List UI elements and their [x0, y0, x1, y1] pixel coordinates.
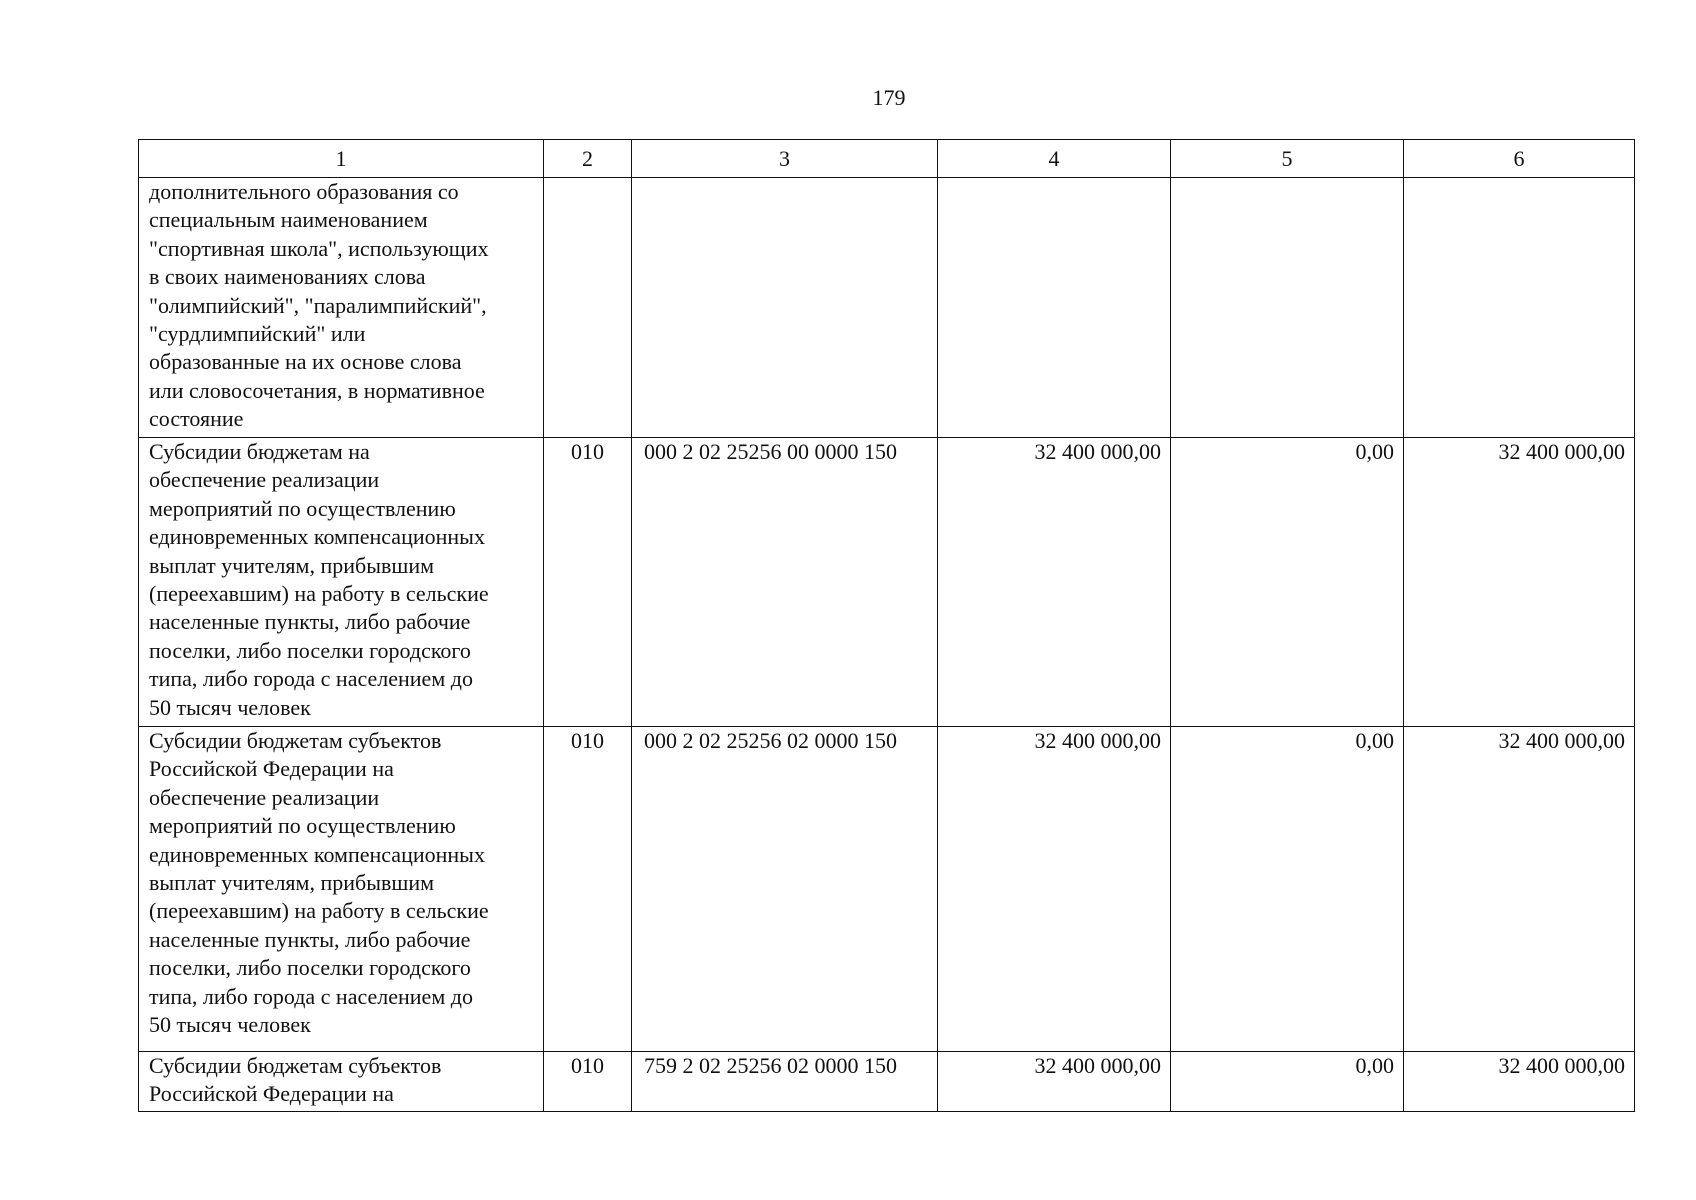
row-kbk-cell: 000 2 02 25256 00 0000 150: [632, 438, 938, 727]
row-code-cell: 010: [544, 727, 632, 1052]
name-line: единовременных компенсационных: [149, 841, 485, 867]
name-line: выплат учителям, прибывшим: [149, 552, 435, 578]
name-line: мероприятий по осуществлению: [149, 813, 456, 839]
name-line: образованные на их основе слова: [149, 349, 462, 375]
header-col-5: 5: [1171, 140, 1404, 178]
name-line: поселки, либо поселки городского: [149, 955, 471, 981]
row-col4-cell: 32 400 000,00: [938, 438, 1171, 727]
table-row: [139, 1052, 1635, 1112]
name-line: Субсидии бюджетам субъектов: [149, 728, 442, 753]
header-col-2: 2: [544, 140, 632, 178]
name-line: Субсидии бюджетам на: [149, 439, 370, 464]
row-col5-cell: [1171, 178, 1404, 438]
name-line: дополнительного образования со: [149, 179, 459, 204]
name-line: населенные пункты, либо рабочие: [149, 609, 471, 635]
name-line: (переехавшим) на работу в сельские: [149, 581, 489, 607]
name-line: выплат учителям, прибывшим: [149, 870, 435, 896]
name-line: Российской Федерации на: [149, 756, 394, 782]
row-col5-cell: 0,00: [1171, 438, 1404, 727]
name-line: обеспечение реализации: [149, 467, 380, 493]
name-line: типа, либо города с населением до: [149, 983, 473, 1009]
name-line: Российской Федерации на: [149, 1081, 394, 1107]
table-row: [139, 178, 1635, 438]
name-line: обеспечение реализации: [149, 784, 380, 810]
row-col4-cell: [938, 178, 1171, 438]
row-col6-cell: [1404, 178, 1635, 438]
table-row: [139, 727, 1635, 1052]
table-row: [139, 438, 1635, 727]
name-line: состояние: [149, 406, 244, 432]
row-name-cell: [139, 438, 544, 727]
row-code-cell: 010: [544, 1052, 632, 1112]
row-name-cell: [139, 727, 544, 1052]
row-kbk-cell: [632, 178, 938, 438]
name-line: 50 тысяч человек: [149, 1012, 311, 1038]
row-col5-cell: 0,00: [1171, 1052, 1404, 1112]
name-line: единовременных компенсационных: [149, 524, 485, 550]
row-code-cell: [544, 178, 632, 438]
row-col5-cell: 0,00: [1171, 727, 1404, 1052]
name-line: типа, либо города с населением до: [149, 666, 473, 692]
row-kbk-cell: 759 2 02 25256 02 0000 150: [632, 1052, 938, 1112]
row-code-cell: 010: [544, 438, 632, 727]
name-line: "олимпийский", "паралимпийский",: [149, 292, 487, 318]
name-line: 50 тысяч человек: [149, 694, 311, 720]
row-col6-cell: 32 400 000,00: [1404, 727, 1635, 1052]
name-line: "сурдлимпийский" или: [149, 321, 366, 347]
row-col6-cell: 32 400 000,00: [1404, 438, 1635, 727]
name-line: (переехавшим) на работу в сельские: [149, 898, 489, 924]
name-line: или словосочетания, в нормативное: [149, 377, 485, 403]
row-name-cell: [139, 178, 544, 438]
name-line: в своих наименованиях слова: [149, 264, 426, 290]
row-kbk-cell: 000 2 02 25256 02 0000 150: [632, 727, 938, 1052]
row-col6-cell: 32 400 000,00: [1404, 1052, 1635, 1112]
header-col-3: 3: [632, 140, 938, 178]
name-line: поселки, либо поселки городского: [149, 637, 471, 663]
row-col4-cell: 32 400 000,00: [938, 1052, 1171, 1112]
name-line: населенные пункты, либо рабочие: [149, 926, 471, 952]
budget-table: [138, 139, 1635, 1112]
name-line: специальным наименованием: [149, 207, 428, 233]
header-col-6: 6: [1404, 140, 1635, 178]
row-name-cell: [139, 1052, 544, 1112]
header-col-4: 4: [938, 140, 1171, 178]
header-col-1: 1: [139, 140, 544, 178]
name-line: мероприятий по осуществлению: [149, 495, 456, 521]
table-header-row: [139, 140, 1635, 178]
row-col4-cell: 32 400 000,00: [938, 727, 1171, 1052]
name-line: "спортивная школа", использующих: [149, 235, 489, 261]
page-number: 179: [872, 85, 906, 110]
name-line: Субсидии бюджетам субъектов: [149, 1053, 442, 1078]
